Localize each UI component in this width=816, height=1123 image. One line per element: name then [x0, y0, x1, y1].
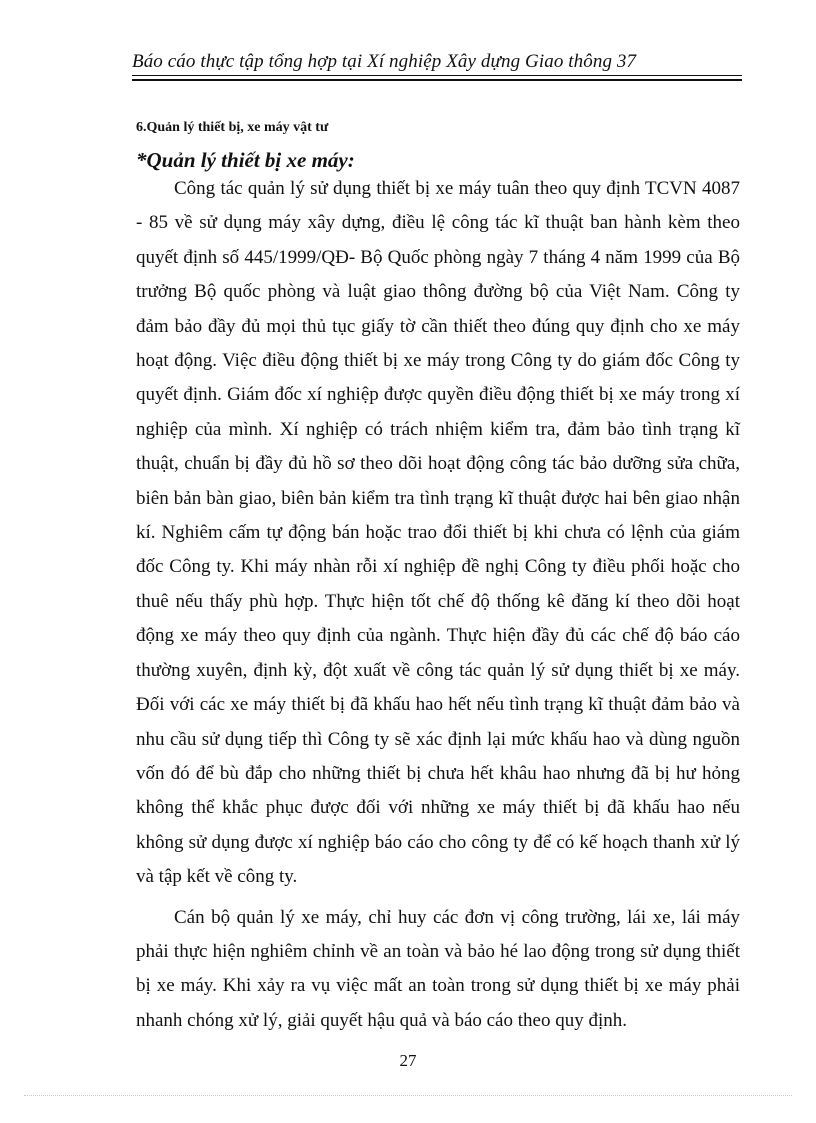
- page-number: 27: [399, 1051, 417, 1070]
- paragraph-2: Cán bộ quản lý xe máy, chỉ huy các đơn vị công trường, lái xe, lái máy phải thực hiện nghiêm chỉnh về an toàn và bảo hé lao động trong sử dụng thiết bị xe máy. Khi xảy ra vụ việc mất an toàn trong sử dụng thiết bị xe máy phải nhanh chóng xử lý, giải quyết hậu quả và báo cáo theo quy định.: [136, 906, 740, 1031]
- paragraph-1: Công tác quản lý sử dụng thiết bị xe máy tuân theo quy định TCVN 4087 - 85 về sử dụng máy xây dựng, điều lệ công tác kĩ thuật ban hành kèm theo quyết định số 445/1999/QĐ- Bộ Quốc phòng ngày 7 tháng 4 năm 1999 của Bộ trưởng Bộ quốc phòng và luật giao thông đường bộ của Việt Nam. Công ty đảm bảo đầy đủ mọi thủ tục giấy tờ cần thiết theo đúng quy định cho xe máy hoạt động. Việc điều động thiết bị xe máy trong Công ty do giám đốc Công ty quyết định. Giám đốc xí nghiệp được quyền điều động thiết bị xe máy trong xí nghiệp của mình. Xí nghiệp có trách nhiệm kiểm tra, đảm bảo tình trạng kĩ thuật, chuẩn bị đầy đủ hồ sơ theo dõi hoạt động công tác bảo dưỡng sửa chữa, biên bản bàn giao, biên bản kiểm tra tình trạng kĩ thuật được hai bên giao nhận kí. Nghiêm cấm tự động bán hoặc trao đổi thiết bị khi chưa có lệnh của giám đốc Công ty. Khi máy nhàn rỗi xí nghiệp đề nghị Công ty điều phối hoặc cho thuê nếu thấy phù hợp. Thực hiện tốt chế độ thống kê đăng kí theo dõi hoạt động xe máy theo quy định của ngành. Thực hiện đầy đủ các chế độ báo cáo thường xuyên, định kỳ, đột xuất về công tác quản lý sử dụng thiết bị xe máy. Đối với các xe máy thiết bị đã khấu hao hết nếu tình trạng kĩ thuật đảm bảo và nhu cầu sử dụng tiếp thì Công ty sẽ xác định lại mức khấu hao và dùng nguồn vốn đó để bù đắp cho những thiết bị chưa hết khâu hao nhưng đã bị hư hỏng không thể khắc phục được đối với những xe máy thiết bị đã khấu hao nếu không sử dụng được xí nghiệp báo cáo cho công ty để có kế hoạch thanh xử lý và tập kết về công ty.: [136, 178, 740, 888]
- section-heading: 6.Quản lý thiết bị, xe máy vật tư: [136, 120, 329, 135]
- running-header: [132, 50, 742, 81]
- page-bottom-divider: [24, 1095, 792, 1096]
- subsection-heading: *Quản lý thiết bị xe máy:: [136, 148, 355, 172]
- header-rule: [132, 75, 742, 81]
- body-text: [136, 172, 740, 1038]
- header-title: Báo cáo thực tập tổng hợp tại Xí nghiệp Xây dựng Giao thông 37: [132, 51, 637, 72]
